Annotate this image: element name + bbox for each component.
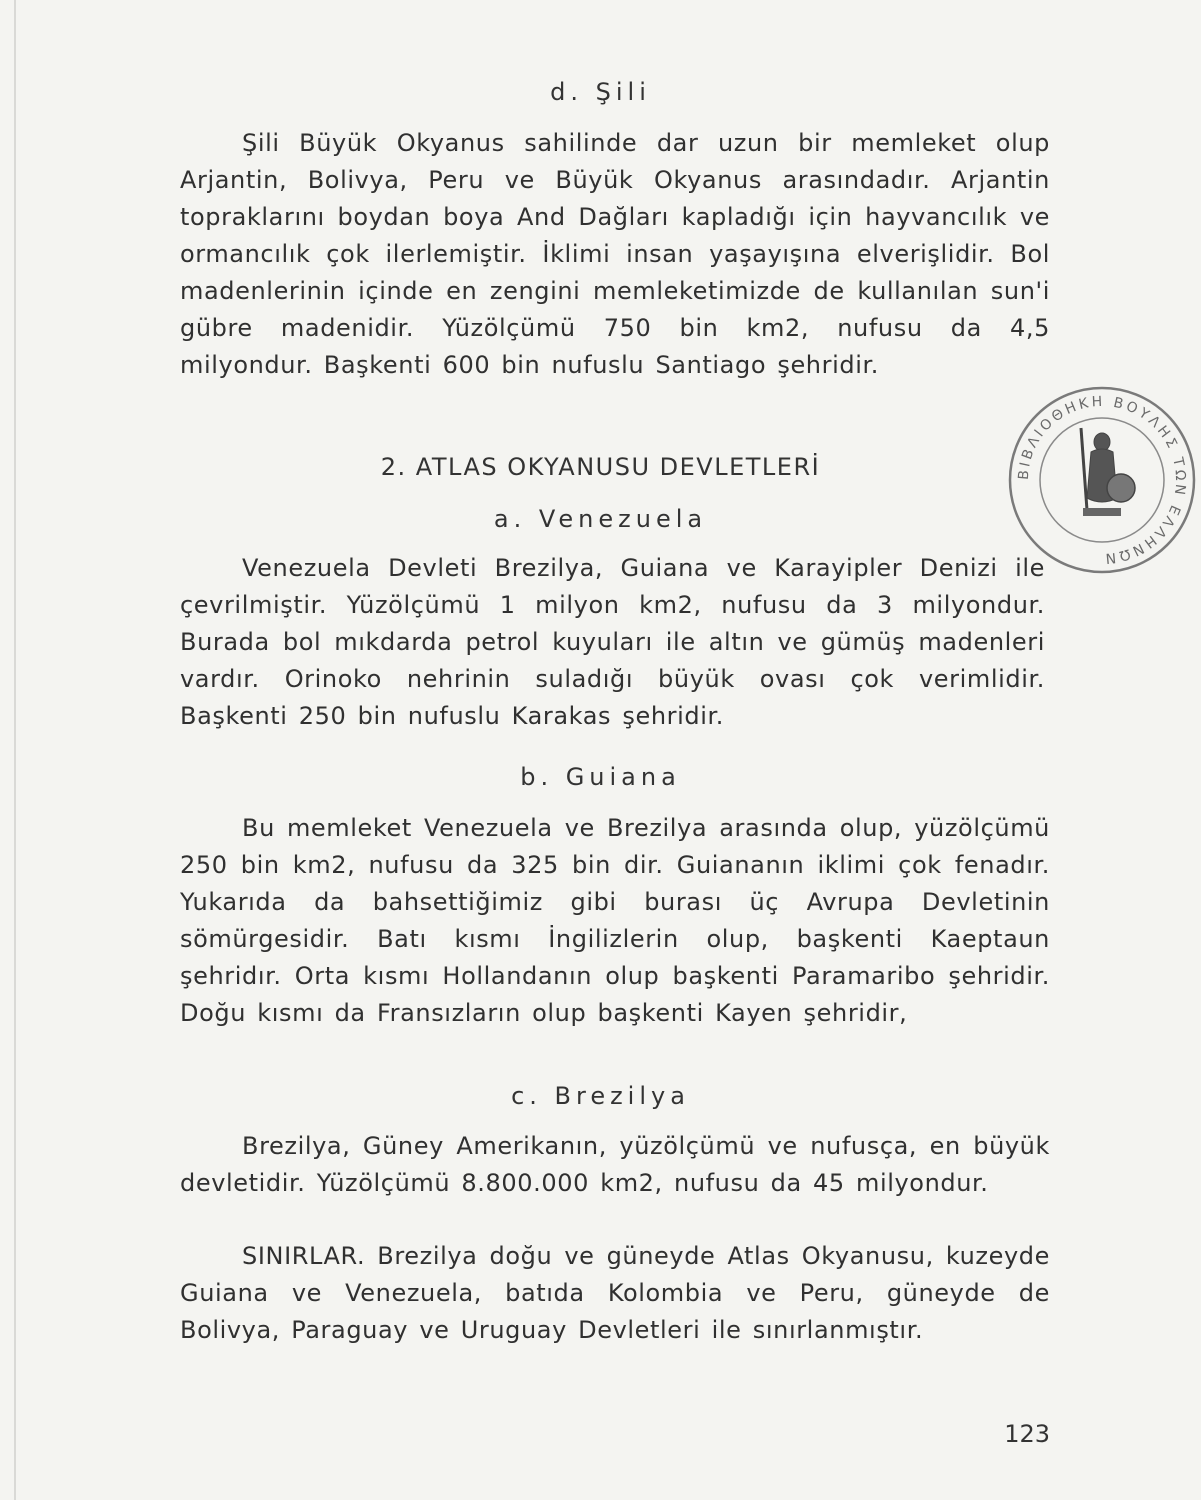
paragraph-text: Şili Büyük Okyanus sahilinde dar uzun bir memleket olup Arjantin, Bolivya, Peru ve Büyük Okyanus arasındadır. Arjantin topraklarını boydan boya And Dağları kapladığı için hayvancılık ve ormancılık çok ilerlemiştir. İklimi insan yaşayışına elverişlidir. Bol madenlerinin içinde en zengini memleketimizde de kullanılan sun'i gübre madenidir. Yüzölçümü 750 bin km2, nufusu da 4,5 milyondur. Başkenti 600 bin nufuslu Santiago şehridir. [180, 129, 1050, 379]
paragraph-text: Venezuela Devleti Brezilya, Guiana ve Karayipler Denizi ile çevrilmiştir. Yüzölçümü 1 milyon km2, nufusu da 3 milyondur. Burada bol mıkdarda petrol kuyuları ile altın ve gümüş madenleri vardır. Orinoko nehrinin suladığı büyük ovası çok verimlidir. Başkenti 250 bin nufuslu Karakas şehridir. [180, 554, 1045, 730]
stamp-text-path: ΒΙΒΛΙΟΘΗΚΗ ΒΟΥΛΗΣ ΤΩΝ ΕΛΛΗΝΩΝ [1015, 393, 1189, 567]
section-heading-venezuela: a. Venezuela [493, 505, 708, 533]
section-heading-guiana: b. Guiana [520, 763, 681, 791]
paragraph-sili [180, 125, 1050, 384]
page-number: 123 [1004, 1420, 1050, 1448]
section-heading-brezilya: c. Brezilya [511, 1082, 690, 1110]
page-binding-edge [14, 0, 16, 1500]
library-stamp [1003, 380, 1201, 580]
paragraph-text: Brezilya, Güney Amerikanın, yüzölçümü ve nufusça, en büyük devletidir. Yüzölçümü 8.800.000 km2, nufusu da 45 milyondur. [180, 1132, 1050, 1197]
paragraph-guiana [180, 810, 1050, 1032]
paragraph-venezuela [180, 550, 1045, 735]
paragraph-sinirlar [180, 1238, 1050, 1349]
paragraph-brezilya [180, 1128, 1050, 1202]
paragraph-text: Bu memleket Venezuela ve Brezilya arasında olup, yüzölçümü 250 bin km2, nufusu da 325 bin dir. Guiananın iklimi çok fenadır. Yukarıda da bahsettiğimiz gibi burası üç Avrupa Devletinin sömürgesidir. Batı kısmı İngilizlerin olup, başkenti Kaeptaun şehridır. Orta kısmı Hollandanın olup başkenti Paramaribo şehridir. Doğu kısmı da Fransızların olup başkenti Kayen şehridir, [180, 814, 1050, 1027]
stamp-athena-figure-icon [1081, 428, 1135, 516]
section-heading-sili: d. Şili [550, 78, 651, 106]
paragraph-text: SINIRLAR. Brezilya doğu ve güneyde Atlas Okyanusu, kuzeyde Guiana ve Venezuela, batıda Kolombia ve Peru, güneyde de Bolivya, Paraguay ve Uruguay Devletleri ile sınırlanmıştır. [180, 1242, 1050, 1344]
chapter-heading-atlas: 2. ATLAS OKYANUSU DEVLETLERİ [380, 453, 821, 481]
